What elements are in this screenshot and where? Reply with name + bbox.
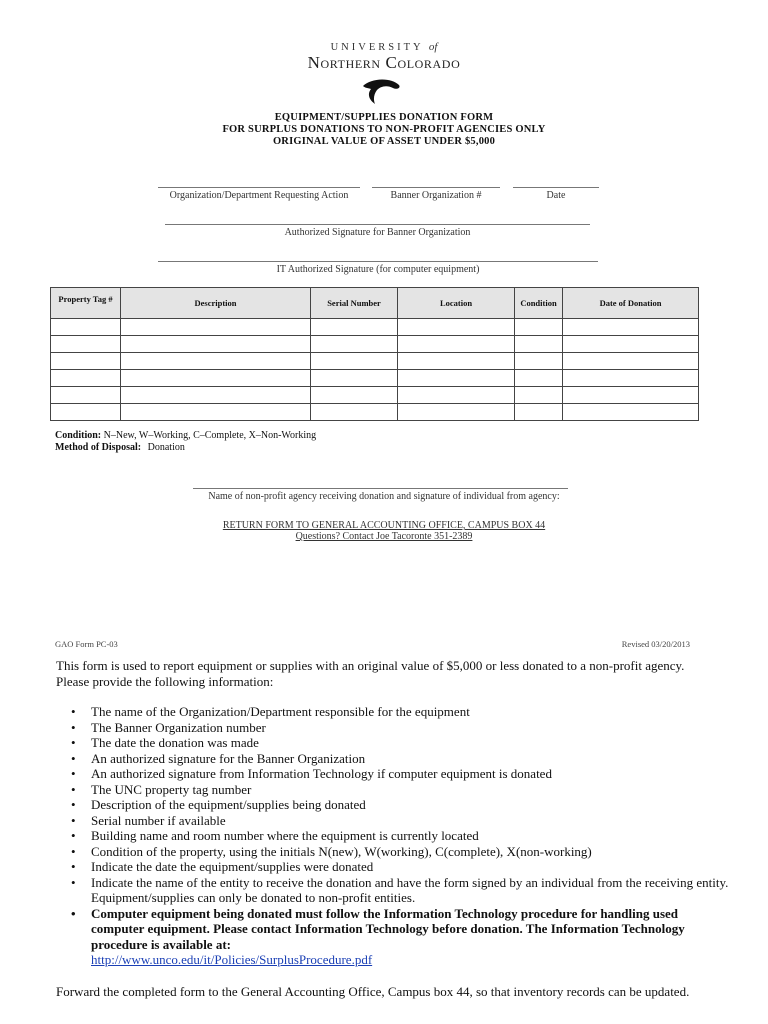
table-header-row — [51, 288, 699, 319]
auth-signature-line[interactable] — [165, 224, 590, 225]
table-cell[interactable] — [121, 319, 311, 336]
col-condition: Condition — [515, 288, 563, 319]
table-cell[interactable] — [51, 404, 121, 421]
instructions-list — [56, 704, 731, 968]
disposal-line — [55, 442, 316, 454]
form-subtitle: FOR SURPLUS DONATIONS TO NON-PROFIT AGENCIES ONLY — [222, 124, 546, 135]
table-cell[interactable] — [515, 404, 563, 421]
col-description: Description — [121, 288, 311, 319]
table-cell[interactable] — [51, 319, 121, 336]
table-cell[interactable] — [515, 387, 563, 404]
table-row — [51, 319, 699, 336]
table-cell[interactable] — [311, 319, 398, 336]
table-row — [51, 404, 699, 421]
table-row — [51, 336, 699, 353]
table-cell[interactable] — [398, 353, 515, 370]
form-id: GAO Form PC-03 — [55, 639, 118, 649]
table-cell[interactable] — [515, 370, 563, 387]
list-item: • The Banner Organization number — [91, 720, 731, 736]
table-cell[interactable] — [563, 353, 699, 370]
bear-swoosh-logo-icon — [357, 76, 405, 106]
table-cell[interactable] — [398, 370, 515, 387]
list-item: • The name of the Organization/Department responsible for the equipment — [91, 704, 731, 720]
table-cell[interactable] — [51, 387, 121, 404]
table-cell[interactable] — [121, 370, 311, 387]
table-cell[interactable] — [311, 387, 398, 404]
table-cell[interactable] — [51, 336, 121, 353]
logo-of-text: of — [428, 41, 438, 53]
table-cell[interactable] — [398, 336, 515, 353]
it-notice-item — [91, 906, 731, 968]
table-cell[interactable] — [51, 370, 121, 387]
table-cell[interactable] — [563, 370, 699, 387]
col-location: Location — [398, 288, 515, 319]
list-item: • Indicate the date the equipment/supplies were donated — [91, 859, 731, 875]
it-signature-line[interactable] — [158, 261, 598, 262]
questions-contact: Questions? Contact Joe Tacoronte 351-2389 — [295, 531, 473, 542]
agency-signature-label: Name of non-profit agency receiving donation and signature of individual from agency: — [208, 491, 560, 502]
table-cell[interactable] — [121, 336, 311, 353]
form-value-limit: ORIGINAL VALUE OF ASSET UNDER $5,000 — [272, 136, 496, 147]
date-label: Date — [546, 190, 566, 201]
list-item: • Building name and room number where the equipment is currently located — [91, 828, 731, 844]
revised-date: Revised 03/20/2013 — [621, 639, 690, 649]
table-cell[interactable] — [563, 404, 699, 421]
condition-legend — [55, 430, 316, 454]
table-cell[interactable] — [563, 336, 699, 353]
col-date-of-donation: Date of Donation — [563, 288, 699, 319]
table-cell[interactable] — [121, 404, 311, 421]
list-item: • The UNC property tag number — [91, 782, 731, 798]
table-row — [51, 353, 699, 370]
table-row — [51, 387, 699, 404]
equipment-table — [50, 287, 699, 421]
list-item: • Indicate the name of the entity to receive the donation and have the form signed by an individual from the receiving entity. Equipment/supplies can only be donated to non-profit entities. — [91, 875, 731, 906]
list-item: • Serial number if available — [91, 813, 731, 829]
table-row — [51, 370, 699, 387]
col-property-tag: Property Tag # — [51, 288, 121, 319]
return-instructions: RETURN FORM TO GENERAL ACCOUNTING OFFICE, CAMPUS BOX 44 — [222, 520, 546, 531]
table-cell[interactable] — [563, 387, 699, 404]
it-procedure-link[interactable]: http://www.unco.edu/it/Policies/SurplusProcedure.pdf — [91, 952, 373, 967]
table-cell[interactable] — [311, 336, 398, 353]
form-title: EQUIPMENT/SUPPLIES DONATION FORM — [274, 112, 494, 123]
table-cell[interactable] — [398, 387, 515, 404]
list-item: • Condition of the property, using the initials N(new), W(working), C(complete), X(non-working) — [91, 844, 731, 860]
intro-paragraph: This form is used to report equipment or supplies with an original value of $5,000 or less donated to a non-profit agency. Please provide the following information: — [56, 658, 685, 689]
table-cell[interactable] — [311, 370, 398, 387]
condition-line — [55, 430, 316, 442]
list-item: • An authorized signature for the Banner Organization — [91, 751, 731, 767]
list-item: • Description of the equipment/supplies being donated — [91, 797, 731, 813]
table-cell[interactable] — [51, 353, 121, 370]
logo-university-text: UNIVERSITY — [330, 42, 424, 53]
table-cell[interactable] — [563, 319, 699, 336]
condition-label: Condition: — [55, 430, 102, 441]
closing-paragraph: Forward the completed form to the General Accounting Office, Campus box 44, so that inventory records can be updated. — [56, 984, 690, 999]
table-cell[interactable] — [311, 404, 398, 421]
table-cell[interactable] — [398, 319, 515, 336]
table-cell[interactable] — [121, 387, 311, 404]
date-line[interactable] — [513, 187, 599, 188]
table-cell[interactable] — [515, 336, 563, 353]
table-cell[interactable] — [121, 353, 311, 370]
logo-university — [0, 41, 768, 53]
table-cell[interactable] — [311, 353, 398, 370]
agency-signature-line[interactable] — [193, 488, 568, 489]
it-signature-label: IT Authorized Signature (for computer equipment) — [276, 264, 480, 275]
logo-northern-colorado: Northern Colorado — [307, 53, 461, 72]
table-cell[interactable] — [515, 353, 563, 370]
banner-org-label: Banner Organization # — [390, 190, 482, 201]
disposal-label: Method of Disposal: — [55, 442, 142, 453]
list-item: • An authorized signature from Information Technology if computer equipment is donated — [91, 766, 731, 782]
it-notice-text: Computer equipment being donated must follow the Information Technology procedure for handling used computer equipment. Please contact Information Technology before donation. The Information Technology procedure is available at: — [91, 905, 685, 952]
auth-signature-label: Authorized Signature for Banner Organization — [284, 227, 471, 238]
table-cell[interactable] — [515, 319, 563, 336]
condition-value: N–New, W–Working, C–Complete, X–Non-Working — [103, 430, 317, 441]
org-dept-label: Organization/Department Requesting Action — [169, 190, 349, 201]
table-cell[interactable] — [398, 404, 515, 421]
col-serial-number: Serial Number — [311, 288, 398, 319]
org-dept-line[interactable] — [158, 187, 360, 188]
disposal-value: Donation — [147, 442, 185, 453]
banner-org-line[interactable] — [372, 187, 500, 188]
list-item: • The date the donation was made — [91, 735, 731, 751]
